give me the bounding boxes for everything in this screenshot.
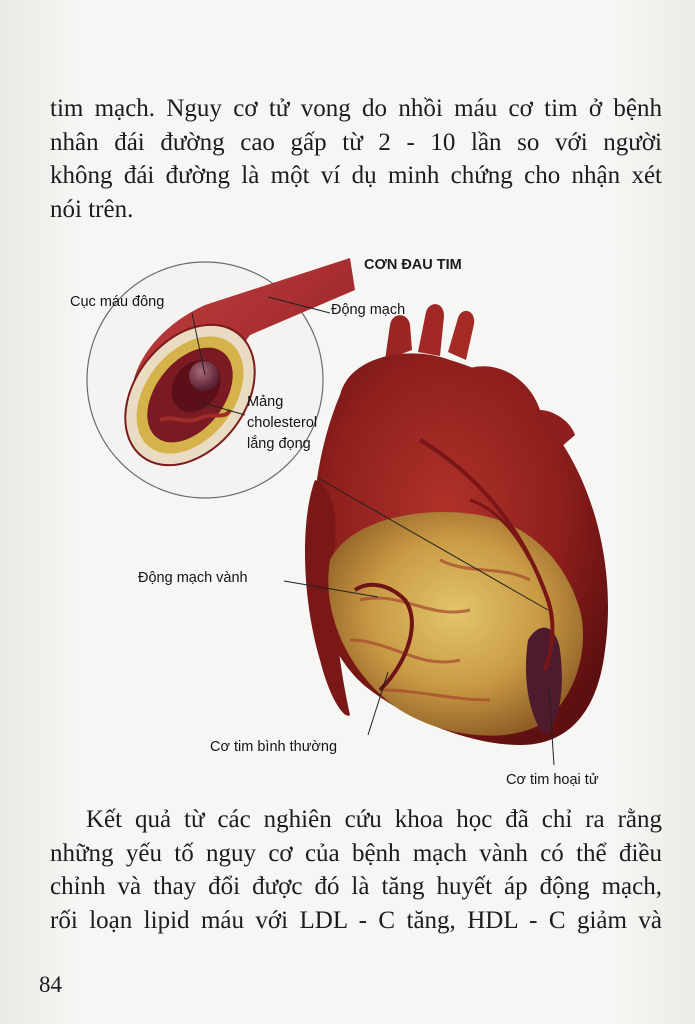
text-line: không đái đường là một ví dụ minh chứng cho nhận xét (50, 162, 662, 189)
text-line: tim mạch. Nguy cơ tử vong do nhồi máu cơ tim ở bệnh (50, 95, 662, 122)
text-line: những yếu tố nguy cơ của bệnh mạch vành có thể điều (50, 839, 662, 867)
text-line: chỉnh và thay đổi được đó là tăng huyết áp động mạch, (50, 873, 662, 900)
clot-shape (189, 361, 219, 391)
text-line: nói trên. (50, 195, 134, 223)
text-line: rối loạn lipid máu với LDL - C tăng, HDL - C giảm và (50, 906, 662, 934)
label-plaque-line-2: cholesterol (247, 415, 318, 431)
paragraph-bottom (50, 803, 662, 937)
figure-title: CƠN ĐAU TIM (364, 257, 462, 273)
label-clot: Cục máu đông (70, 294, 165, 310)
text-line: nhân đái đường cao gấp từ 2 - 10 lần so với người (50, 128, 662, 156)
heart-graphic (305, 304, 608, 745)
label-plaque-line-3: lắng đọng (247, 436, 311, 452)
label-artery: Động mạch (331, 302, 406, 318)
label-plaque-line-1: Mảng (247, 394, 284, 410)
label-coronary-artery: Động mạch vành (138, 570, 248, 586)
page-number: 84 (39, 972, 62, 997)
label-necrotic-muscle: Cơ tim hoại tử (506, 772, 599, 788)
text-line: Kết quả từ các nghiên cứu khoa học đã chỉ ra rằng (86, 806, 662, 833)
label-normal-muscle: Cơ tim bình thường (210, 739, 338, 755)
